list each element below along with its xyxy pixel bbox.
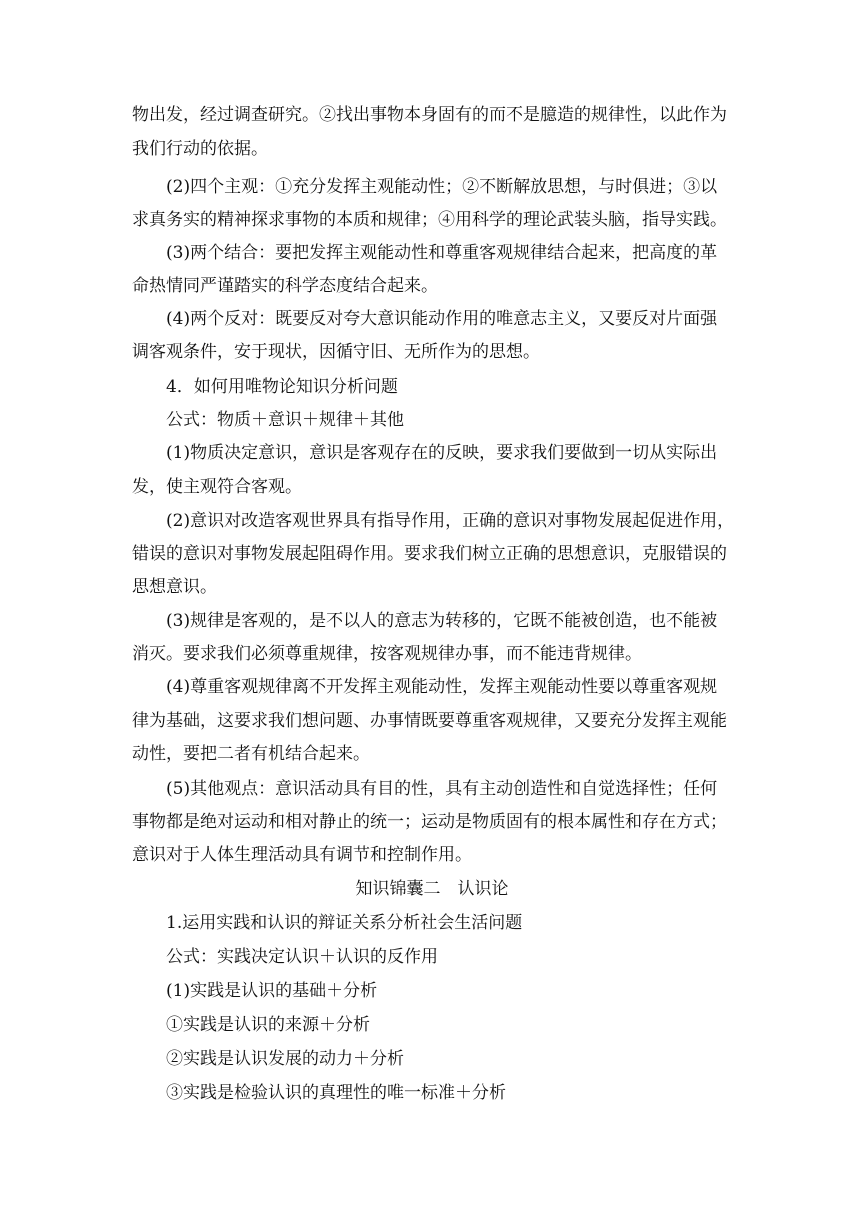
paragraph-line: 命热情同严谨踏实的科学态度结合起来。 [132, 276, 438, 296]
paragraph-line: 意识对于人体生理活动具有调节和控制作用。 [132, 845, 472, 865]
paragraph-line: 事物都是绝对运动和相对静止的统一；运动是物质固有的根本属性和存在方式； [132, 812, 727, 832]
paragraph-line: 律为基础，这要求我们想问题、办事情既要尊重客观规律，又要充分发挥主观能 [132, 711, 727, 731]
paragraph-line: (4)两个反对：既要反对夸大意识能动作用的唯意志主义，又要反对片面强 [166, 309, 718, 329]
list-item: (1)实践是认识的基础＋分析 [166, 981, 378, 1001]
paragraph-line: (1)物质决定意识，意识是客观存在的反映，要求我们要做到一切从实际出 [166, 443, 718, 463]
paragraph-line: 发，使主观符合客观。 [132, 477, 302, 497]
paragraph-line: 调客观条件，安于现状，因循守旧、无所作为的思想。 [132, 342, 540, 362]
paragraph-line: (3)两个结合：要把发挥主观能动性和尊重客观规律结合起来，把高度的革 [166, 243, 718, 263]
paragraph-line: 消灭。要求我们必须尊重规律，按客观规律办事，而不能违背规律。 [132, 644, 642, 664]
list-item: ③实践是检验认识的真理性的唯一标准＋分析 [166, 1083, 506, 1103]
section-title: 知识锦囊二 认识论 [355, 879, 509, 899]
paragraph-line: 我们行动的依据。 [132, 139, 268, 159]
paragraph-line: 思想意识。 [132, 577, 217, 597]
formula-line: 公式：实践决定认识＋认识的反作用 [166, 947, 438, 967]
list-item: ①实践是认识的来源＋分析 [166, 1015, 370, 1035]
section-heading: 4．如何用唯物论知识分析问题 [166, 377, 398, 397]
formula-line: 公式：物质＋意识＋规律＋其他 [166, 410, 404, 430]
paragraph-line: (3)规律是客观的，是不以人的意志为转移的，它既不能被创造，也不能被 [166, 611, 718, 631]
paragraph-line: 求真务实的精神探求事物的本质和规律；④用科学的理论武装头脑，指导实践。 [132, 210, 727, 230]
paragraph-line: (4)尊重客观规律离不开发挥主观能动性，发挥主观能动性要以尊重客观规 [166, 677, 718, 697]
paragraph-line: 物出发，经过调查研究。②找出事物本身固有的而不是臆造的规律性，以此作为 [132, 105, 727, 125]
paragraph-line: (2)意识对改造客观世界具有指导作用，正确的意识对事物发展起促进作用， [166, 511, 735, 531]
paragraph-line: (2)四个主观：①充分发挥主观能动性；②不断解放思想，与时俱进；③以 [166, 177, 718, 197]
paragraph-line: (5)其他观点：意识活动具有目的性，具有主动创造性和自觉选择性；任何 [166, 779, 718, 799]
list-item: ②实践是认识发展的动力＋分析 [166, 1049, 404, 1069]
paragraph-line: 动性，要把二者有机结合起来。 [132, 744, 370, 764]
paragraph-line: 错误的意识对事物发展起阻碍作用。要求我们树立正确的思想意识，克服错误的 [132, 544, 727, 564]
subsection-heading: 1.运用实践和认识的辩证关系分析社会生活问题 [166, 913, 523, 933]
